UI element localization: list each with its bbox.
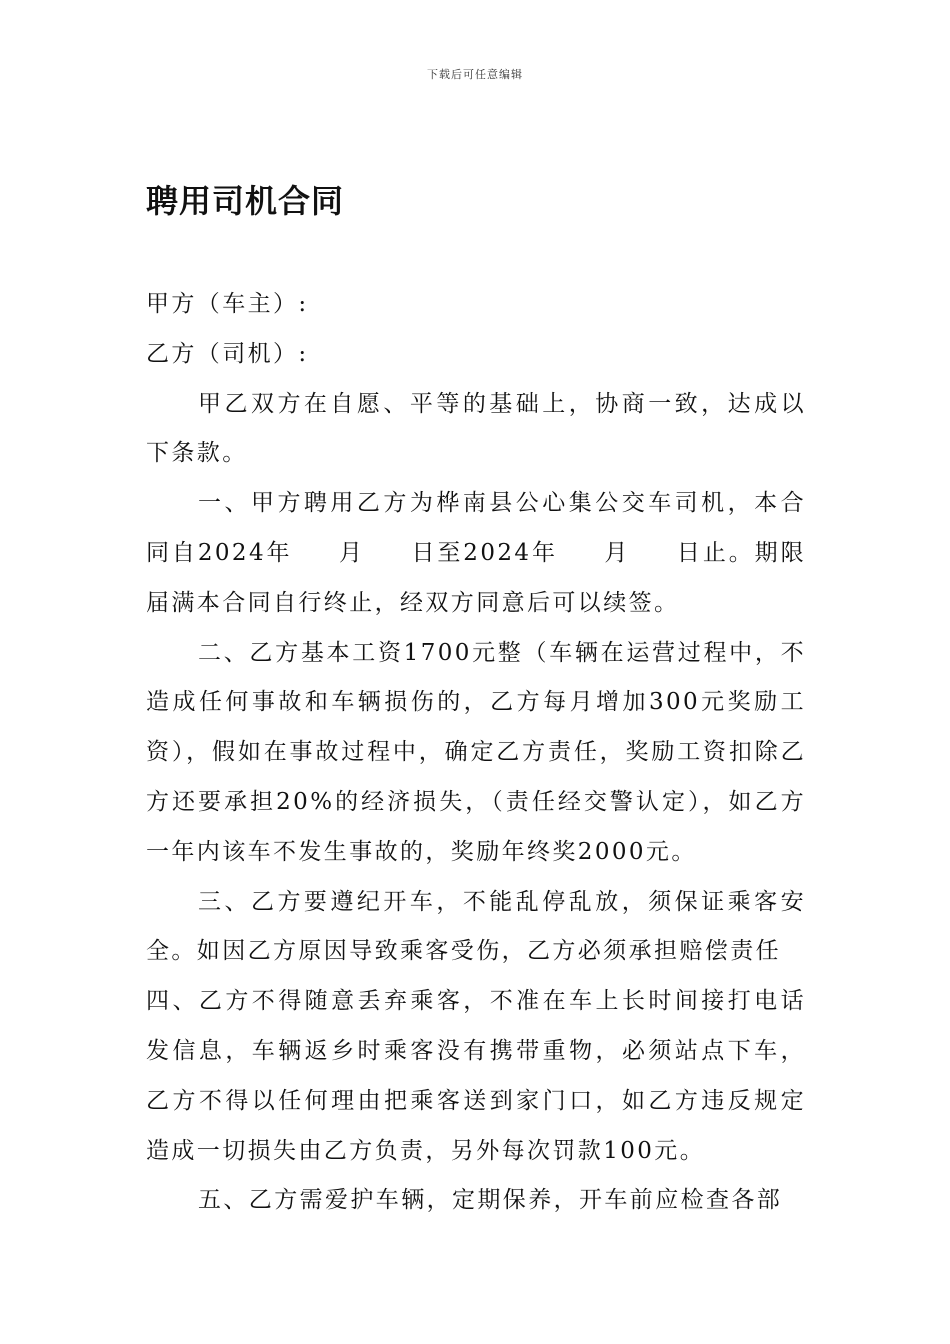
contract-body: [146, 280, 806, 1226]
clause-5-paragraph: 五、乙方需爱护车辆，定期保养，开车前应检查各部: [198, 1187, 783, 1214]
party-a-line: 甲方（车主）:: [146, 291, 309, 317]
clause-4-paragraph: 四、乙方不得随意丢弃乘客，不准在车上长时间接打电话发信息，车辆返乡时乘客没有携带重物，必须站点下车，乙方不得以任何理由把乘客送到家门口，如乙方违反规定造成一切损失由乙方负责，另外每次罚款100元。: [146, 988, 806, 1164]
clause-1-text-a: 一、甲方聘用乙方为桦南县公心集公交车司机，本合同自2024年: [146, 490, 806, 566]
clause-1-text-b: 月: [338, 539, 365, 566]
page-header-note: 下载后可任意编辑: [427, 68, 523, 81]
clause-1-paragraph: [146, 479, 806, 628]
clause-2-paragraph: 二、乙方基本工资1700元整（车辆在运营过程中，不造成任何事故和车辆损伤的，乙方每月增加300元奖励工资），假如在事故过程中，确定乙方责任，奖励工资扣除乙方还要承担20%的经济损失，（责任经交警认定），如乙方一年内该车不发生事故的，奖励年终奖2000元。: [146, 639, 806, 865]
party-b-line: 乙方（司机）:: [146, 340, 309, 367]
clause-1-text-d: 月: [603, 539, 631, 566]
preamble-paragraph: 甲乙双方在自愿、平等的基础上，协商一致，达成以下条款。: [146, 390, 806, 467]
clause-1-text-c: 日至2024年: [410, 539, 558, 566]
clause-1-text-e: 日止。期限届满本合同自行终止，经双方同意后可以续签。: [146, 539, 807, 616]
contract-title: 聘用司机合同: [146, 182, 345, 220]
clause-3-paragraph: 三、乙方要遵纪开车，不能乱停乱放，须保证乘客安全。如因乙方原因导致乘客受伤，乙方必须承担赔偿责任: [146, 888, 806, 965]
